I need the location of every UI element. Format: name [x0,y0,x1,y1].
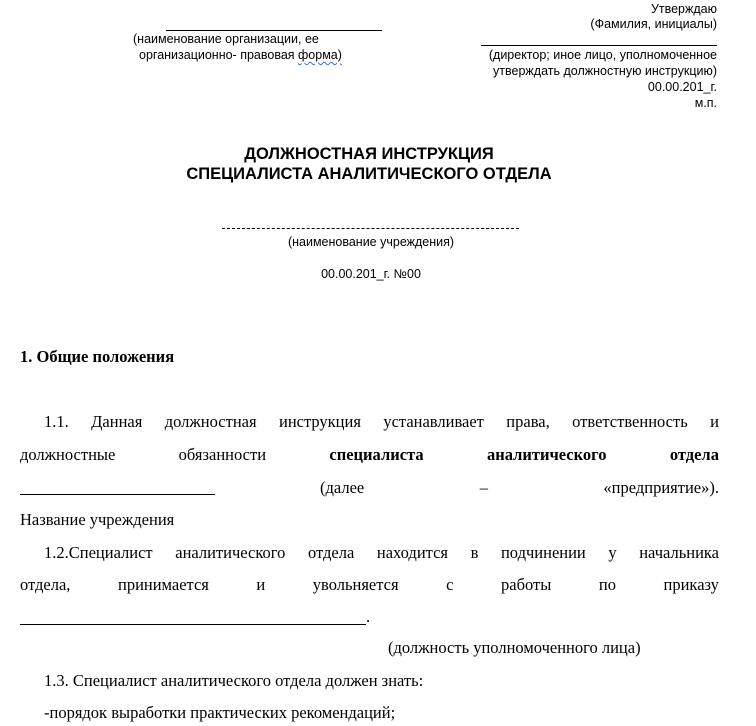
section-heading: 1. Общие положения [20,347,175,366]
paragraph-1-2-line3-period: . [366,607,371,626]
approver-name-caption: (Фамилия, инициалы) [590,17,717,31]
approve-label: Утверждаю [650,2,717,16]
paragraph-1-1-line4: Название учреждения [20,510,175,529]
approver-position-line [481,45,717,46]
paragraph-1-1-line2: должностные обязанности специалиста аналитического отдела [20,445,719,464]
approval-date: 00.00.201_г. [647,80,717,94]
paragraph-1-1-line1: 1.1. Данная должностная инструкция устанавливает права, ответственность и [44,412,719,431]
document-title-line1: ДОЛЖНОСТНАЯ ИНСТРУКЦИЯ [244,145,494,163]
institution-name-line [222,228,519,229]
authorized-person-fill-line [20,624,366,625]
approver-position-caption-line2: утверждать должностную инструкцию) [493,64,717,78]
stamp-label: м.п. [694,96,717,110]
paragraph-1-2-line1: 1.2.Специалист аналитического отдела находится в подчинении у начальника [44,543,719,562]
authorized-person-caption: (должность уполномоченного лица) [388,638,641,657]
organization-caption-line2: организационно- правовая форма) [139,48,342,62]
institution-caption: (наименование учреждения) [287,235,455,249]
organization-name-line [166,30,382,31]
approver-position-caption-line1: (директор; иное лицо, уполномоченное [488,48,717,62]
organization-caption-line1: (наименование организации, ее [133,32,319,46]
document-title-line2: СПЕЦИАЛИСТА АНАЛИТИЧЕСКОГО ОТДЕЛА [186,165,552,183]
paragraph-1-1-line3: (далее – «предприятие»). [320,478,719,497]
document-number: 00.00.201_г. №00 [321,267,421,281]
paragraph-1-2-line2: отдела, принимается и увольняется с работы по приказу [20,575,719,594]
paragraph-1-3-line1: 1.3. Специалист аналитического отдела должен знать: [44,671,424,690]
paragraph-1-3-line2: -порядок выработки практических рекомендаций; [44,703,396,722]
institution-fill-line [20,494,215,495]
